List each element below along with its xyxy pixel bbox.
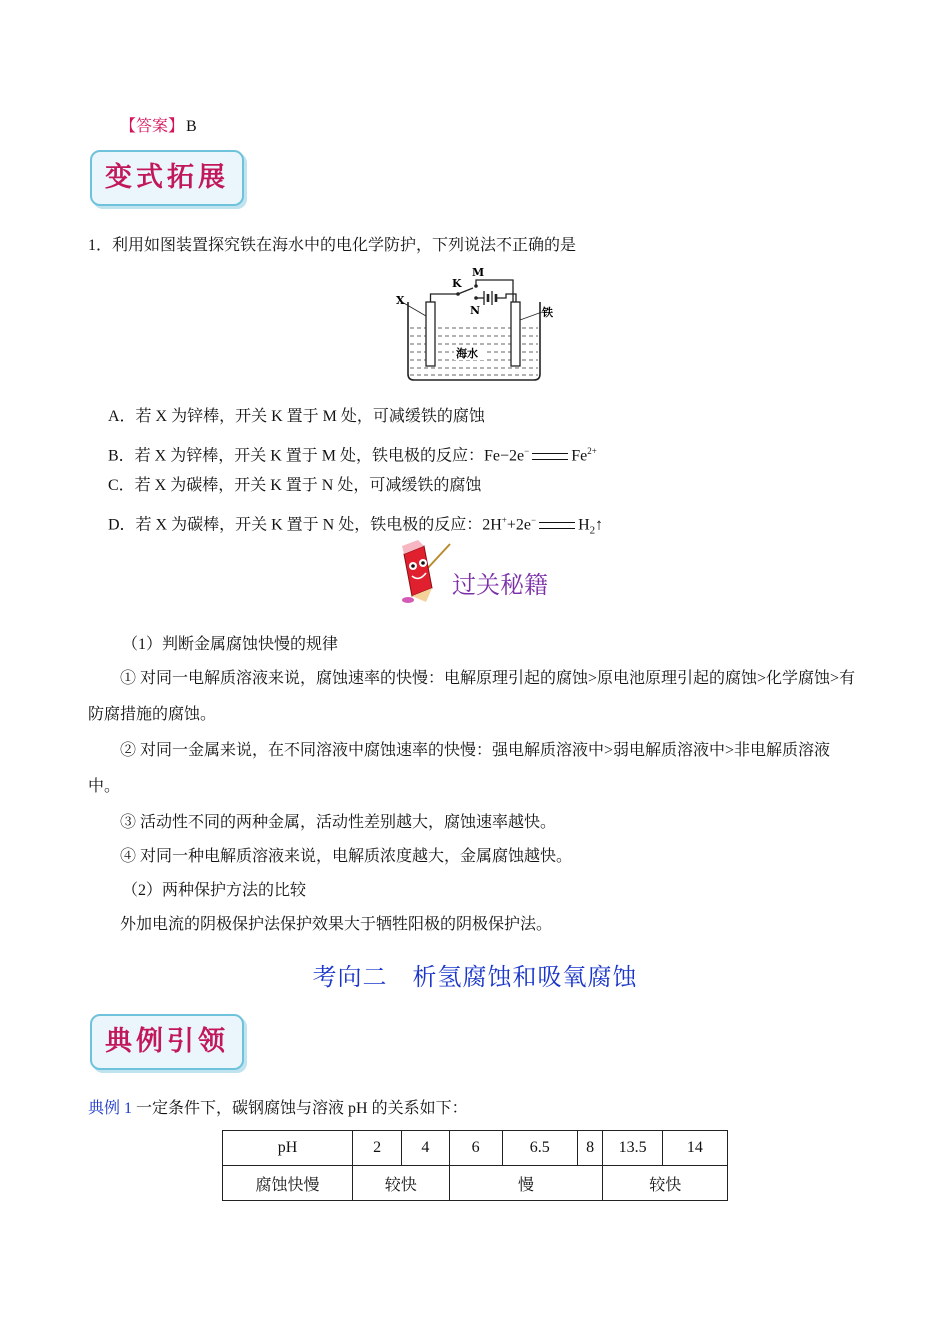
label-iron: 铁 [542, 306, 553, 319]
table-cell: 较快 [603, 1166, 728, 1201]
example-line [88, 1097, 468, 1121]
example-label: 典例 1 [88, 1100, 133, 1117]
option-d: D．若 X 为碳棒，开关 K 置于 N 处，铁电极的反应：2H++2e− $H_2↑$ [108, 515, 604, 537]
table-cell: 4 [402, 1131, 449, 1166]
option-a: A．若 X 为锌棒，开关 K 置于 M 处，可减缓铁的腐蚀 [108, 408, 485, 425]
tips-heading-1: （1）判断金属腐蚀快慢的规律 [122, 636, 339, 653]
answer-line [120, 115, 197, 139]
table-cell: 慢 [449, 1166, 603, 1201]
tips-rule-3: ③ 活动性不同的两种金属，活动性差别越大，腐蚀速率越快。 [120, 814, 557, 831]
table-cell: 较快 [352, 1166, 449, 1201]
label-n: N [470, 304, 481, 317]
table-cell: 腐蚀快慢 [223, 1166, 353, 1201]
tips-protection-comparison: 外加电流的阴极保护法保护效果大于牺牲阳极的阴极保护法。 [120, 916, 553, 933]
answer-label: 【答案】 [120, 118, 185, 135]
answer-value: B [186, 118, 197, 135]
tips-rule-4: ④ 对同一种电解质溶液来说，电解质浓度越大，金属腐蚀越快。 [120, 848, 573, 865]
variant-extension-badge: 变式拓展 [90, 150, 244, 206]
table-cell: 2 [352, 1131, 401, 1166]
table-row [223, 1131, 728, 1166]
option-c: C．若 X 为碳棒，开关 K 置于 N 处，可减缓铁的腐蚀 [108, 477, 482, 494]
tips-rule-1: ① 对同一电解质溶液来说，腐蚀速率的快慢：电解原理引起的腐蚀>原电池原理引起的腐蚀>化学腐蚀>有防腐措施的腐蚀。 [88, 670, 856, 723]
secret-tips-title: 过关秘籍 [452, 571, 548, 599]
section-title: 考向二 析氢腐蚀和吸氧腐蚀 [312, 963, 638, 991]
label-seawater: 海水 [456, 347, 478, 360]
option-b: B．若 X 为锌棒，开关 K 置于 M 处，铁电极的反应：Fe−2e− $Fe^{2+}$ [108, 446, 597, 465]
label-x: X [396, 294, 405, 307]
table-cell: 13.5 [603, 1131, 662, 1166]
table-cell: 8 [577, 1131, 603, 1166]
table-cell: pH [223, 1131, 353, 1166]
table-row [223, 1166, 728, 1201]
label-m: M [472, 266, 485, 279]
tips-heading-2: （2）两种保护方法的比较 [122, 882, 307, 899]
electrochemical-apparatus-figure [388, 262, 568, 386]
pencil-mascot-icon [396, 540, 452, 604]
label-k: K [452, 277, 462, 290]
ph-corrosion-table [222, 1130, 728, 1201]
tips-rule-2: ② 对同一金属来说，在不同溶液中腐蚀速率的快慢：强电解质溶液中>弱电解质溶液中>非电解质溶液中。 [88, 742, 831, 795]
table-cell: 6.5 [502, 1131, 577, 1166]
example-text: 一定条件下，碳钢腐蚀与溶液 pH 的关系如下： [136, 1100, 468, 1117]
table-cell: 14 [662, 1131, 727, 1166]
example-lead-badge: 典例引领 [90, 1014, 244, 1070]
table-cell: 6 [449, 1131, 502, 1166]
question-stem: 1．利用如图装置探究铁在海水中的电化学防护，下列说法不正确的是 [88, 237, 577, 254]
